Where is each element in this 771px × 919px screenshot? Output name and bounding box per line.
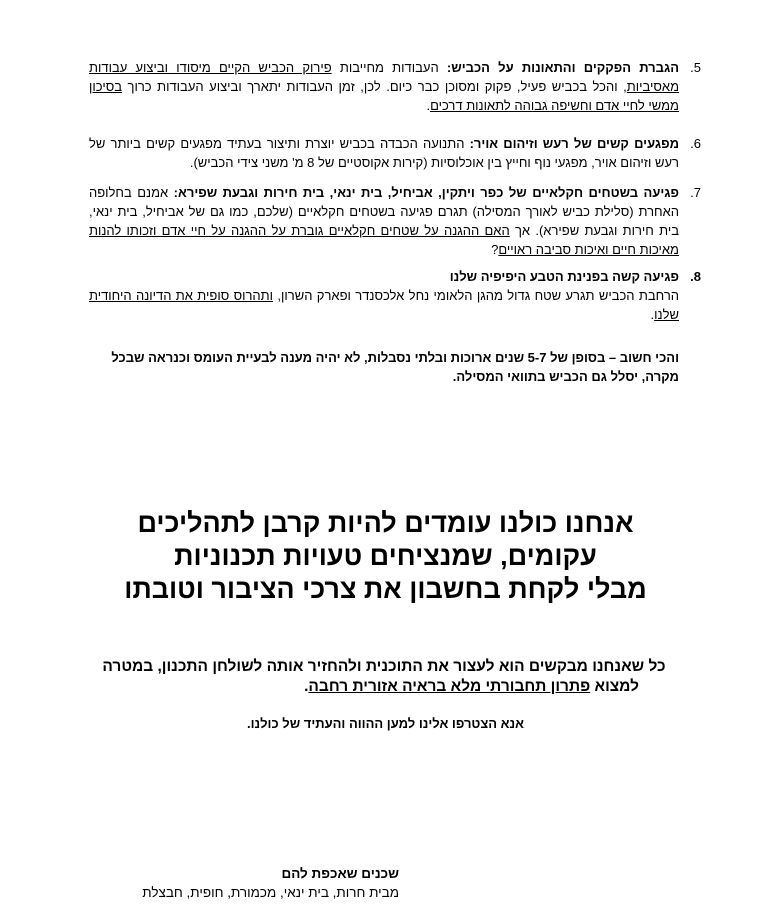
item-heading: פגיעה בשטחים חקלאיים של כפר ויתקין, אביחיל, בית ינאי, בית חירות וגבעת שפירא: bbox=[173, 185, 679, 200]
list-item-8: 8. פגיעה קשה בפנינת הטבע היפיפיה שלנו הרחבת הכביש תגרע שטח גדול מהגן הלאומי נחל אלכסנדר ופארק השרון, ותהרוס סופית את הדיונה היחודית שלנו. bbox=[89, 269, 701, 322]
item-number: 8. bbox=[690, 269, 701, 284]
headline-line-1: אנחנו כולנו עומדים להיות קרבן לתהליכים bbox=[137, 508, 634, 538]
item-number: 5. bbox=[690, 60, 701, 75]
underlined-text: בסיכון ממשי לחיי אדם וחשיפה גבוהה לתאונות דרכים bbox=[89, 79, 679, 113]
call-to-join: אנא הצטרפו אלינו למען ההווה והעתיד של כולנו. bbox=[246, 716, 525, 731]
item-number: 7. bbox=[690, 185, 701, 200]
request-paragraph: כל שאנחנו מבקשים הוא לעצור את התוכנית ולהחזיר אותה לשולחן התכנון, במטרה למצוא פתרון תחבורתי מלא בראיה אזורית רחבה. bbox=[102, 658, 666, 695]
important-note: והכי חשוב – בסופן של 5-7 שנים ארוכות ובלתי נסבלות, לא יהיה מענה לבעיית העומס וכנראה שבכל מקרה, יסלל גם הכביש בתוואי המסילה. bbox=[111, 350, 679, 384]
signature-title: שכנים שאכפת להם bbox=[281, 866, 399, 881]
headline-line-3: מבלי לקחת בחשבון את צרכי הציבור וטובתו bbox=[124, 574, 647, 604]
item-heading: פגיעה קשה בפנינת הטבע היפיפיה שלנו bbox=[449, 269, 679, 284]
headline-line-2: עקומים, שמנציחים טעויות תכנוניות bbox=[174, 541, 597, 571]
underlined-text: פתרון תחבורתי מלא בראיה אזורית רחבה bbox=[308, 678, 591, 695]
item-heading: מפגעים קשים של רעש וזיהום אויר: bbox=[469, 136, 680, 151]
underlined-text: האם ההגנה על שטחים חקלאיים גוברת על ההגנה על חיי אדם וזכותו להנות מאיכות חיים ואיכות סביבה ראויים bbox=[89, 223, 679, 257]
list-item-7: 7. פגיעה בשטחים חקלאיים של כפר ויתקין, אביחיל, בית ינאי, בית חירות וגבעת שפירא: אמנם בחלופה האחרת (סלילת כביש לאורך המסילה) תגרם פגיעה בשטחים חקלאיים (שלכם, כמו גם של אביחיל, בית ינאי, בית חירות וגבעת שפירא). אך האם ההגנה על שטחים חקלאיים גוברת על ההגנה על חיי אדם וזכותו להנות מאיכות חיים ואיכות סביבה ראויים? bbox=[89, 185, 701, 257]
underlined-text: ותהרוס סופית את הדיונה היחודית שלנו bbox=[89, 288, 679, 322]
item-number: 6. bbox=[690, 136, 701, 151]
list-item-6: 6. מפגעים קשים של רעש וזיהום אויר: התנועה הכבדה בכביש יוצרת ותיצור בעתיד מפגעים קשים ביותר של רעש וזיהום אויר, מפגעי נוף וחייץ בין אוכלוסיות (קירות אקוסטיים של 8 מ' משני צידי הכביש). bbox=[89, 136, 701, 170]
list-item-5: 5. הגברת הפקקים והתאונות על הכביש: העבודות מחייבות פירוק הכביש הקיים מיסודו וביצוע עבודות מאסיביות, והכל בכביש פעיל, פקוק ומסוכן כבר כיום. לכן, זמן העבודות יתארך וביצוע העבודות כרוך בסיכון ממשי לחיי אדם וחשיפה גבוהה לתאונות דרכים. bbox=[89, 60, 701, 113]
signature-communities: מבית חרות, בית ינאי, מכמורת, חופית, חבצלת bbox=[142, 885, 399, 900]
item-heading: הגברת הפקקים והתאונות על הכביש: bbox=[446, 60, 679, 75]
underlined-text: פירוק הכביש הקיים מיסודו וביצוע עבודות מאסיביות bbox=[89, 60, 679, 94]
headline bbox=[0, 507, 771, 606]
